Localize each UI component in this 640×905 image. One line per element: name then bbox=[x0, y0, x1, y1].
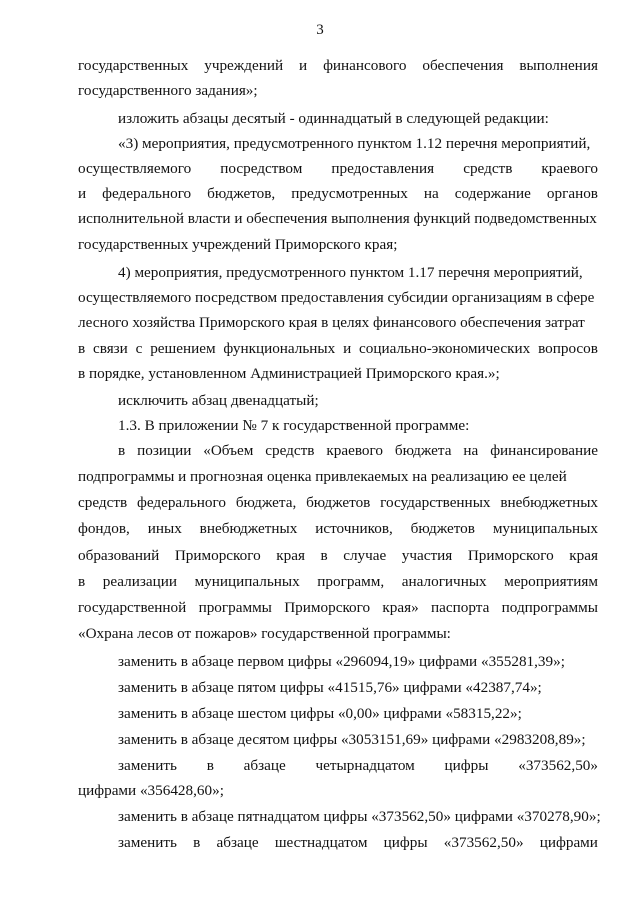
word: в bbox=[320, 547, 328, 564]
text-line: исполнительной власти и обеспечения выполнения функций подведомственных bbox=[78, 210, 597, 227]
word: в bbox=[78, 573, 86, 590]
word: аналогичных bbox=[401, 573, 487, 590]
word: выполнения bbox=[519, 57, 598, 74]
word: образований bbox=[78, 547, 160, 564]
word: федерального bbox=[102, 185, 192, 202]
text-line bbox=[118, 442, 598, 460]
word: и bbox=[343, 340, 352, 357]
word: края bbox=[276, 547, 305, 564]
word: федерального bbox=[136, 494, 226, 511]
text-line bbox=[78, 547, 598, 565]
text-line: «Охрана лесов от пожаров» государственной программы: bbox=[78, 625, 451, 642]
word: муниципальных bbox=[492, 520, 598, 537]
word: иных bbox=[147, 520, 182, 537]
word: учреждений bbox=[204, 57, 284, 74]
text-line: заменить в абзаце шестом цифры «0,00» цифрами «58315,22»; bbox=[118, 705, 522, 722]
word: цифры bbox=[444, 757, 489, 774]
word: в bbox=[193, 834, 201, 851]
word: финансового bbox=[323, 57, 407, 74]
word: Приморского bbox=[174, 547, 261, 564]
text-line: исключить абзац двенадцатый; bbox=[118, 392, 319, 409]
text-line: 4) мероприятия, предусмотренного пунктом 1.17 перечня мероприятий, bbox=[118, 264, 583, 281]
word: связи bbox=[92, 340, 128, 357]
text-line: «3) мероприятия, предусмотренного пунктом 1.12 перечня мероприятий, bbox=[118, 135, 591, 152]
word: Приморского bbox=[284, 599, 371, 616]
text-line: 1.3. В приложении № 7 к государственной программе: bbox=[118, 417, 470, 434]
word: реализации bbox=[102, 573, 177, 590]
text-line bbox=[118, 834, 598, 852]
text-line bbox=[78, 185, 598, 203]
word: «373562,50» bbox=[443, 834, 524, 851]
word: муниципальных bbox=[194, 573, 300, 590]
word: бюджетов, bbox=[207, 185, 276, 202]
word: краевого bbox=[541, 160, 598, 177]
text-line bbox=[78, 520, 598, 538]
word: обеспечения bbox=[422, 57, 504, 74]
word: фондов, bbox=[78, 520, 130, 537]
word: предоставления bbox=[331, 160, 435, 177]
word: краевого bbox=[326, 442, 383, 459]
word: бюджета, bbox=[235, 494, 297, 511]
word: содержание bbox=[454, 185, 531, 202]
word: финансирование bbox=[490, 442, 598, 459]
word: паспорта bbox=[431, 599, 490, 616]
word: цифрами bbox=[539, 834, 598, 851]
text-line: изложить абзацы десятый - одиннадцатый в следующей редакции: bbox=[118, 110, 549, 127]
word: государственной bbox=[78, 599, 187, 616]
word: государственных bbox=[380, 494, 491, 511]
word: средств bbox=[463, 160, 513, 177]
word: источников, bbox=[315, 520, 393, 537]
word: органов bbox=[546, 185, 598, 202]
word: программ, bbox=[317, 573, 385, 590]
text-line: заменить в абзаце пятнадцатом цифры «373562,50» цифрами «370278,90»; bbox=[118, 808, 601, 825]
word: шестнадцатом bbox=[274, 834, 368, 851]
word: в bbox=[118, 442, 126, 459]
word: края» bbox=[382, 599, 419, 616]
text-line: государственного задания»; bbox=[78, 82, 258, 99]
word: края bbox=[569, 547, 598, 564]
word: позиции bbox=[137, 442, 192, 459]
word: программы bbox=[198, 599, 272, 616]
word: абзаце bbox=[243, 757, 286, 774]
word: подпрограммы bbox=[501, 599, 598, 616]
text-line: цифрами «356428,60»; bbox=[78, 782, 224, 799]
text-line bbox=[78, 160, 598, 178]
text-line: осуществляемого посредством предоставления субсидии организациям в сфере bbox=[78, 289, 595, 306]
word: «Объем bbox=[203, 442, 254, 459]
text-line: заменить в абзаце пятом цифры «41515,76» цифрами «42387,74»; bbox=[118, 679, 542, 696]
text-line: лесного хозяйства Приморского края в целях финансового обеспечения затрат bbox=[78, 314, 585, 331]
word: в bbox=[206, 757, 214, 774]
word: заменить bbox=[118, 757, 177, 774]
text-line bbox=[78, 340, 598, 358]
word: «373562,50» bbox=[518, 757, 598, 774]
word: бюджетов bbox=[410, 520, 475, 537]
word: государственных bbox=[78, 57, 189, 74]
word: на bbox=[463, 442, 479, 459]
word: мероприятиям bbox=[504, 573, 598, 590]
word: бюджетов bbox=[306, 494, 371, 511]
word: Приморского bbox=[467, 547, 554, 564]
word: абзаце bbox=[216, 834, 259, 851]
word: с bbox=[135, 340, 143, 357]
text-line: в порядке, установленном Администрацией Приморского края.»; bbox=[78, 365, 500, 382]
word: внебюджетных bbox=[199, 520, 298, 537]
text-line bbox=[78, 599, 598, 617]
word: социально-экономических bbox=[359, 340, 531, 357]
word: решением bbox=[150, 340, 216, 357]
word: предусмотренных bbox=[291, 185, 408, 202]
word: посредством bbox=[220, 160, 303, 177]
text-line: государственных учреждений Приморского края; bbox=[78, 236, 398, 253]
word: случае bbox=[343, 547, 387, 564]
word: внебюджетных bbox=[500, 494, 598, 511]
text-line: заменить в абзаце первом цифры «296094,19» цифрами «355281,39»; bbox=[118, 653, 565, 670]
text-line bbox=[78, 57, 598, 75]
text-line: подпрограммы и прогнозная оценка привлекаемых на реализацию ее целей bbox=[78, 468, 567, 485]
word: и bbox=[299, 57, 308, 74]
word: в bbox=[78, 340, 86, 357]
text-line bbox=[78, 494, 598, 512]
word: заменить bbox=[118, 834, 177, 851]
word: и bbox=[78, 185, 87, 202]
word: бюджета bbox=[394, 442, 452, 459]
word: четырнадцатом bbox=[315, 757, 415, 774]
word: осуществляемого bbox=[78, 160, 192, 177]
word: средств bbox=[265, 442, 315, 459]
word: средств bbox=[78, 494, 128, 511]
text-line bbox=[78, 573, 598, 591]
page-number: 3 bbox=[316, 22, 324, 38]
word: на bbox=[423, 185, 439, 202]
text-line bbox=[118, 757, 598, 775]
word: участия bbox=[401, 547, 453, 564]
word: вопросов bbox=[538, 340, 598, 357]
word: функциональных bbox=[223, 340, 336, 357]
word: цифры bbox=[383, 834, 428, 851]
text-line: заменить в абзаце десятом цифры «3053151,69» цифрами «2983208,89»; bbox=[118, 731, 586, 748]
